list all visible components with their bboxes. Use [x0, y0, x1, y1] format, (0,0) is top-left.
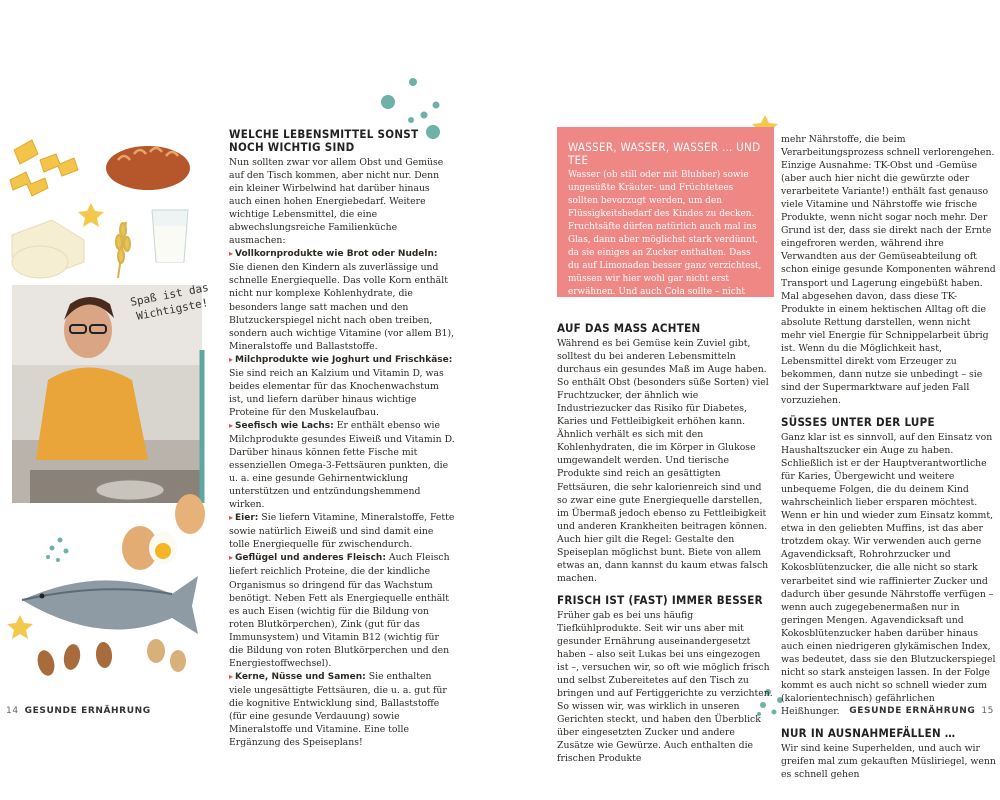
bread-icon: [106, 146, 190, 190]
heading-mass: AUF DAS MASS ACHTEN: [557, 321, 701, 335]
photo-man-laughing: [12, 285, 202, 503]
page-number-right: 15: [981, 706, 994, 716]
paragraph-frisch: Früher gab es bei uns häufig Tiefkühlprodukte. Seit wir uns aber mit gesunder Ernährung auseinandergesetzt haben – also seit Lukas bei uns eingezogen ist –, versuchen wir, so oft wie möglich frisch und selbst Zubereitetes auf den Tisch zu bringen und auf Fertiggerichte zu verzichten. So wissen wir, was wirklich in unseren Gerichten steckt, und haben den Überblick über eingesetzten Zucker und andere Zusätze wie Gewürze. Auch enthalten die frischen Produkte: [557, 609, 773, 765]
fish-icon: [22, 576, 198, 634]
photo-caption-quote: Spaß ist das Wichtigste!: [129, 280, 210, 323]
milk-glass-icon: [152, 210, 188, 262]
list-item: ▸ Geflügel und anderes Fleisch: Auch Fleisch liefert reichlich Proteine, die der kindliche Organismus so dringend für das Wachstum benötigt. Neben Fett als Energiequelle enthält es auch Eisen (wichtig für die Bildung von roten Blutkörperchen), Zink (gut für das Immunsystem) und Vitamin B12 (wichtig für die Bildung von roten Blutkörperchen und den Energiestoffwechsel).: [229, 552, 450, 669]
paragraph-mass: Während es bei Gemüse kein Zuviel gibt, solltest du bei anderen Lebensmitteln durchaus ein gesundes Maß im Auge haben. So enthält Obst (besonders süße Sorten) viel Fruchtzucker, der ähnlich wie Industriezucker das Risiko für Diabetes, Karies und Fettleibigkeit erhöhen kann. Ähnlich verhält es sich mit den Kohlenhydraten, die im Körper in Glukose umgewandelt werden. Und tierische Produkte sind reich an gesättigten Fettsäuren, die sehr kalorienreich sind und so zwar eine gute Energiequelle darstellen, im Übermaß jedoch ebenso zu Fettleibigkeit und anderen Krankheiten beitragen können. Auch hier gilt die Regel: Gestalte den Speiseplan möglichst bunt. Biete von allem etwas an, dann kannst du kaum etwas falsch machen.: [557, 338, 769, 584]
right-text-column: [781, 133, 996, 781]
pasta-icon: [10, 140, 78, 196]
paragraph-continued: mehr Nährstoffe, die beim Verarbeitungsprozess schnell verlorengehen. Einzige Ausnahme: TK-Obst und -Gemüse (aber auch hier nicht die gewürzte oder verarbeitete Variante!) enthält fast genauso viele Vitamine und Nährstoffe wie frische Produkte, wenn nicht sogar noch mehr. Der Grund ist der, dass sie direkt nach der Ernte eingefroren werden, während ihre Verwandten aus der Gemüseabteilung oft schon einige gesunde Komponenten während Transport und Lagerung eingebüßt haben. Mal abgesehen davon, dass diese TK-Produkte in einem hektischen Alltag oft die absolute Rettung darstellen, wenn nicht mehr viel Energie für Schnippelarbeit übrig ist. Wenn du die Möglichkeit hast, Lebensmittel direkt vom Erzeuger zu bekommen, dann nutze sie unbedingt – sie sind der Supermarktware auf jeden Fall vorzuziehen.: [781, 134, 996, 406]
middle-text-column: [557, 322, 773, 765]
list-item: ▸ Milchprodukte wie Joghurt und Frischkäse: Sie sind reich an Kalzium und Vitamin D, was beides elementar für das Knochenwachstum ist, und liefern darüber hinaus wichtige Proteine für den Muskelaufbau.: [229, 354, 453, 418]
running-title-left: GESUNDE ERNÄHRUNG: [24, 706, 151, 716]
nuts-icon: [35, 639, 186, 678]
info-box-wasser: [557, 127, 774, 323]
heading-ausnahme: NUR IN AUSNAHMEFÄLLEN …: [781, 726, 956, 741]
left-intro: Nun sollten zwar vor allem Obst und Gemüse auf den Tisch kommen, aber nicht nur. Denn ein kleiner Wirbelwind hat darüber hinaus auch einen hohen Energiebedarf. Weitere wichtige Lebensmittel, die eine abwechslungsreiche Familienküche ausmachen:: [229, 157, 444, 247]
wheat-icon: [116, 222, 130, 278]
footer-left: [0, 706, 151, 716]
left-text-column: [229, 128, 455, 749]
page-number-left: 14: [6, 706, 19, 716]
heading-suesses: SÜSSES UNTER DER LUPE: [781, 414, 935, 429]
list-item: ▸ Kerne, Nüsse und Samen: Sie enthalten viele ungesättigte Fettsäuren, die u. a. gut für die kognitive Entwicklung sind, Ballaststoffe (für eine gesunde Verdauung) sowie Mineralstoffe und Vitamine. Eine tolle Ergänzung des Speiseplans!: [229, 670, 447, 749]
heading-lebensmittel: WELCHE LEBENSMITTEL SONST NOCH WICHTIG SIND: [229, 127, 419, 154]
paragraph-ausnahme: Wir sind keine Superhelden, und auch wir greifen mal zum gekauften Müsliriegel, wenn es schnell gehen: [781, 743, 996, 781]
eggs-icon: [122, 494, 205, 570]
list-item: ▸ Eier: Sie liefern Vitamine, Mineralstoffe, Fette sowie natürlich Eiweiß und sind damit eine tolle Energiequelle für zwischendurch.: [229, 512, 455, 551]
heading-frisch: FRISCH IST (FAST) IMMER BESSER: [557, 592, 763, 607]
list-item: ▸ Seefisch wie Lachs: Er enthält ebenso wie Milchprodukte gesundes Eiweiß und Vitamin D. Darüber hinaus können fette Fische mit essenziellen Omega-3-Fettsäuren punkten, die u. a. eine gesunde Gehirnentwicklung unterstützen und entzündungshemmend wirken.: [229, 419, 455, 511]
box-heading: WASSER, WASSER, WASSER … UND TEE: [568, 140, 761, 167]
list-item: ▸ Vollkornprodukte wie Brot oder Nudeln: Sie dienen den Kindern als zuverlässige und schnelle Energiequelle. Das volle Korn enthält nicht nur komplexe Kohlenhydrate, die besonders lange satt machen und den Blutzuckerspiegel nicht nach oben treiben, sondern auch wichtige Vitamine (vor allem B1), Mineralstoffe und Ballaststoffe.: [229, 249, 455, 352]
running-title-right: GESUNDE ERNÄHRUNG: [849, 706, 976, 716]
box-text: Wasser (ob still oder mit Blubber) sowie ungesüßte Kräuter- und Früchtetees sollten bevorzugt werden, um den Flüssigkeitsbedarf des Kindes zu decken. Fruchtsäfte dürfen natürlich auch mal ins Glas, dann aber möglichst stark verdünnt, da sie einiges an Zucker enthalten. Dass du auf Limonaden besser ganz verzichtest, müssen wir hier wohl gar nicht erst erwähnen. Und auch Cola sollte – nicht zuletzt wegen des enthaltenen Koffeins – für Kinder tabu sein.: [568, 170, 762, 323]
star-icon: [7, 615, 33, 639]
footer-right: [849, 706, 1000, 716]
star-icon: [78, 203, 104, 227]
paragraph-suesses: Ganz klar ist es sinnvoll, auf den Einsatz von Haushaltszucker ein Auge zu haben. Schließlich ist er der Hauptverantwortliche für Karies, Übergewicht und weitere unbequeme Folgen, die du deinem Kind wahrscheinlich lieber ersparen möchtest. Wenn er hin und wieder zum Einsatz kommt, etwa in den geliebten Muffins, ist das aber trotzdem okay. Wir verwenden auch gerne Agavendicksaft, Rohrohrzucker und Kokosblütenzucker, die alle nicht so stark verarbeitet sind wie raffinierter Zucker und dadurch über gesunde Nährstoffe verfügen – wenn auch zugegebenermaßen nur in geringen Mengen. Agavendicksaft und Kokosblütenzucker haben darüber hinaus auch einen niedrigeren glykämischen Index, was bedeutet, dass sie den Blutzuckerspiegel nicht so stark ansteigen lassen. In der Folge kommt es auch nicht so schnell wieder zum (kalorientechnisch) gefährlichen Heißhunger.: [781, 431, 996, 717]
cheese-icon: [12, 220, 84, 278]
